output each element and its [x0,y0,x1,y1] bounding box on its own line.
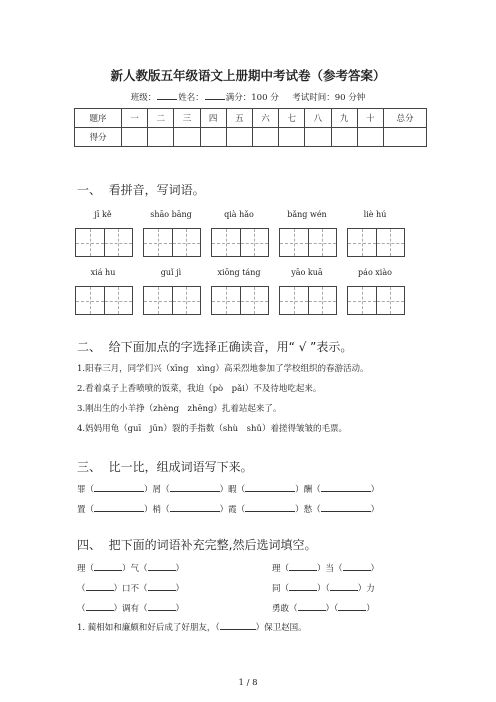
page-title: 新人教版五年级语文上册期中考试卷（参考答案） [110,68,386,83]
section-number: 四、 [77,538,102,552]
section-number: 三、 [77,460,102,474]
idiom-text: ） [175,564,185,574]
compare-char: 罪 [77,485,86,495]
compare-char: 梢 [152,505,162,515]
idiom-text: ） [370,564,380,574]
compare-char: 置 [77,505,86,515]
score-cell[interactable] [122,128,148,147]
idiom-text: （ [77,604,86,614]
answer-blank[interactable] [148,562,176,571]
name-blank[interactable] [205,91,225,100]
answer-blank[interactable] [94,483,144,492]
answer-blank[interactable] [94,503,144,512]
answer-blank[interactable] [321,503,371,512]
question-item: 4.妈妈用龟（guī jūn）裂的手指数（shù shǔ）着搓得皱皱的毛票。 [77,424,347,434]
compare-char: 霞 [228,505,237,515]
class-blank[interactable] [157,91,177,100]
score-header: 十 [357,109,383,128]
score-header: 一 [122,109,148,128]
section-4-heading [77,536,316,553]
writing-box[interactable] [211,228,269,257]
score-header: 九 [331,109,357,128]
exam-info [0,91,496,103]
section-2-heading [77,338,352,355]
name-label: 姓名： [178,93,204,103]
section-title: 把下面的词语补充完整,然后选词填空。 [108,538,317,552]
score-header: 六 [252,109,278,128]
class-label: 班级： [130,93,157,103]
section-1-heading [77,181,205,198]
answer-blank[interactable] [343,562,371,571]
answer-blank[interactable] [170,503,220,512]
score-cell[interactable] [200,128,226,147]
score-cell[interactable] [252,128,278,147]
idiom-blank-row [272,582,375,594]
pinyin-label: liè hú [363,210,387,219]
writing-box[interactable] [211,286,269,315]
question-item: 3.刚出生的小羊挣（zhèng zhēng）扎着站起来了。 [77,404,282,414]
section-number: 二、 [77,340,102,354]
compare-char: 暇 [228,485,237,495]
score-header: 题序 [75,109,122,128]
idiom-text: ）（ [325,604,339,614]
pinyin-label: shāo bāng [150,210,192,219]
idiom-text: 勇敢（ [272,604,298,614]
answer-blank[interactable] [170,483,220,492]
pinyin-label: jī kě [94,210,112,219]
answer-blank[interactable] [289,562,317,571]
idiom-blank-row [272,562,379,574]
idiom-text: ）力 [357,584,375,594]
section-title: 看拼音，写词语。 [108,183,205,197]
compare-char: 酬 [303,485,313,495]
score-cell[interactable] [384,128,427,147]
answer-blank[interactable] [321,483,371,492]
answer-blank[interactable] [86,602,114,611]
score-header: 七 [279,109,305,128]
word-compare-row: 置（ ）梢（ ）霞（ ）愁（ ） [77,505,380,515]
page-number: 1 / 8 [238,678,258,688]
writing-box[interactable] [75,286,133,315]
idiom-blank-row [77,602,184,614]
pinyin-label: bǎng wén [287,210,327,219]
score-header: 四 [200,109,226,128]
question-text: ）保卫赵国。 [255,623,307,633]
word-compare-row: 罪（ ）屑（ ）暇（ ）酬（ ） [77,485,380,495]
score-cell[interactable] [331,128,357,147]
answer-blank[interactable] [148,582,176,591]
score-cell[interactable] [305,128,331,147]
answer-blank[interactable] [148,602,176,611]
score-cell[interactable] [148,128,174,147]
question-item: 2.看着桌子上香喷喷的饭菜，我迫（pò pǎi）不及待地吃起来。 [77,384,322,394]
idiom-blank-row [272,602,375,614]
idiom-text: ）当（ [317,564,343,574]
idiom-blank-row [77,582,184,594]
pinyin-label: páo xiào [358,268,392,277]
score-table [74,108,427,147]
section-number: 一、 [77,183,102,197]
writing-box[interactable] [143,286,201,315]
score-cell[interactable] [174,128,200,147]
answer-blank[interactable] [330,582,358,591]
idiom-blank-row [77,562,184,574]
writing-box[interactable] [279,228,337,257]
idiom-text: 理（ [77,564,95,574]
score-header: 八 [305,109,331,128]
pinyin-label: guǐ jì [160,268,182,277]
score-header: 五 [226,109,252,128]
pinyin-label: xiá hu [90,268,116,277]
idiom-text: ）（ [317,584,330,594]
answer-blank[interactable] [86,582,114,591]
pinyin-label: xiōng táng [217,268,261,277]
answer-blank[interactable] [94,562,122,571]
fill-question [77,621,307,633]
pinyin-label: qià hǎo [224,210,254,219]
idiom-text: （ [77,584,86,594]
section-3-heading [77,458,253,475]
idiom-text: ）气（ [122,564,148,574]
score-cell[interactable] [279,128,305,147]
pinyin-label: yāo kuā [291,268,323,277]
idiom-text: ） [175,604,185,614]
writing-box[interactable] [143,228,201,257]
score-row [75,128,427,147]
answer-blank[interactable] [245,503,295,512]
idiom-text: ）口不（ [113,584,148,594]
writing-box[interactable] [279,286,337,315]
section-title: 比一比，组成词语写下来。 [108,460,253,474]
score-header-row [75,109,427,128]
exam-time: 考试时间：90 分钟 [292,93,366,103]
idiom-text: ） [366,604,375,614]
writing-box[interactable] [347,286,405,315]
full-score: 满分：100 分 [225,93,279,103]
compare-char: 屑 [152,485,162,495]
answer-blank[interactable] [289,582,317,591]
score-header: 三 [174,109,200,128]
score-cell[interactable] [357,128,383,147]
idiom-text: 同（ [272,584,290,594]
score-header: 总分 [384,109,427,128]
answer-blank[interactable] [338,602,366,611]
question-text: 1. 蔺相如和廉颇和好后成了好朋友，（ [77,623,220,633]
score-row-label: 得分 [75,128,122,147]
answer-blank[interactable] [245,483,295,492]
question-item: 1.阳春三月，同学们兴（xīng xìng）高采烈地参加了学校组织的春游活动。 [77,364,369,374]
idiom-text: 理（ [272,564,290,574]
idiom-text: ）调有（ [113,604,148,614]
answer-blank[interactable] [220,621,256,630]
score-header: 二 [148,109,174,128]
section-title: 给下面加点的字选择正确读音，用“ √ ”表示。 [108,340,353,354]
compare-char: 愁 [303,505,313,515]
idiom-text: ） [175,584,185,594]
writing-box[interactable] [347,228,405,257]
score-cell[interactable] [226,128,252,147]
writing-box[interactable] [75,228,133,257]
answer-blank[interactable] [298,602,326,611]
